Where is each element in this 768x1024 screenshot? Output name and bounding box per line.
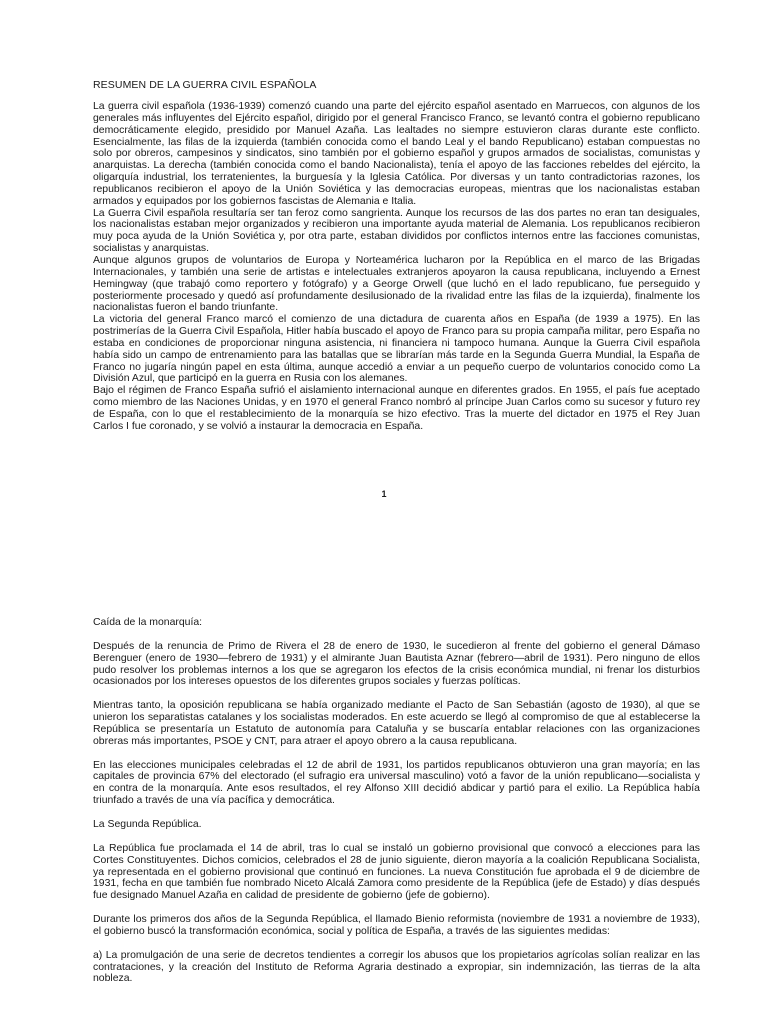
- document-title: RESUMEN DE LA GUERRA CIVIL ESPAÑOLA: [93, 79, 317, 91]
- paragraph: La guerra civil española (1936-1939) comenzó cuando una parte del ejército español asentado en Marruecos, con algunos de los generales más influyentes del Ejército español, dirigido por el general Francisco Franco, se levantó contra el gobierno republicano democráticamente elegido, presidido por Manuel Azaña. Las lealtades no siempre estuvieron claras durante este conflicto. Esencialmente, las filas de la izquierda (también conocida como el bando Leal y el bando Republicano) estaban compuestas no solo por obreros, campesinos y sindicatos, sino también por el gobierno español y grupos armados de socialistas, comunistas y anarquistas. La derecha (también conocida como el bando Nacionalista), tenía el apoyo de las facciones rebeldes del ejército, la oligarquía industrial, los terratenientes, la burguesía y la Iglesia Católica. Por diversas y un tanto contradictorias razones, los republicanos recibieron el apoyo de la Unión Soviética y las democracias europeas, mientras que los nacionalistas estaban armados y equipados por los gobiernos fascistas de Alemania e Italia.: [93, 101, 700, 207]
- section-heading: Caída de la monarquía:: [93, 617, 203, 628]
- paragraph: La Guerra Civil española resultaría ser tan feroz como sangrienta. Aunque los recursos de las dos partes no eran tan desiguales, los nacionalistas estaban mejor organizados y recibieron una importante ayuda material de Alemania. Los republicanos recibieron muy poca ayuda de la Unión Soviética y, por otra parte, estaban divididos por conflictos internos entre las facciones comunistas, socialistas y anarquistas.: [93, 207, 700, 255]
- section-heading: La Segunda República.: [93, 818, 202, 830]
- page1-body: [93, 101, 700, 433]
- paragraph: Después de la renuncia de Primo de Rivera el 28 de enero de 1930, le sucedieron al frente del gobierno el general Dámaso Berenguer (enero de 1930—febrero de 1931) y el almirante Juan Bautista Aznar (febrero—abril de 1931). Pero ninguno de ellos pudo resolver los problemas internos a los que se agregaron los efectos de la crisis económica mundial, ni frenar los disturbios ocasionados por los intereses opuestos de los diferentes grupos sociales y fuerzas políticas.: [93, 640, 700, 688]
- paragraph: Durante los primeros dos años de la Segunda República, el llamado Bienio reformista (noviembre de 1931 a noviembre de 1933), el gobierno buscó la transformación económica, social y política de España, a través de las siguientes medidas:: [93, 914, 700, 937]
- paragraph: La victoria del general Franco marcó el comienzo de una dictadura de cuarenta años en España (de 1939 a 1975). En las postrimerías de la Guerra Civil Española, Hitler había buscado el apoyo de Franco para su propia campaña militar, pero España no estaba en condiciones de proporcionar ninguna asistencia, ni financiera ni tampoco humana. Aunque la Guerra Civil española había sido un campo de entrenamiento para las batallas que se librarían más tarde en la Segunda Guerra Mundial, la España de Franco no jugaría ningún papel en esta última, aunque accedió a enviar a un pequeño cuerpo de voluntarios conocido como La División Azul, que participó en la guerra en Rusia con los alemanes.: [93, 314, 700, 385]
- page-number: 1: [381, 489, 387, 499]
- paragraph: En las elecciones municipales celebradas el 12 de abril de 1931, los partidos republicanos obtuvieron una gran mayoría; en las capitales de provincia 67% del electorado (el sufragio era universal masculino) votó a favor de la unión republicano—socialista y en contra de la monarquía. Ante esos resultados, el rey Alfonso XIII decidió abdicar y partió para el exilio. La República había triunfado a través de una vía pacífica y democrática.: [93, 759, 700, 807]
- paragraph: Mientras tanto, la oposición republicana se había organizado mediante el Pacto de San Sebastián (agosto de 1930), al que se unieron los separatistas catalanes y los socialistas moderados. En este acuerdo se llegó al compromiso de que al establecerse la República se presentaría un Estatuto de autonomía para Cataluña y se buscaría entablar relaciones con las organizaciones obreras más importantes, PSOE y CNT, para atraer el apoyo obrero a la causa republicana.: [93, 700, 700, 747]
- page2-body: [93, 617, 700, 997]
- paragraph: Aunque algunos grupos de voluntarios de Europa y Norteamérica lucharon por la República en el marco de las Brigadas Internacionales, y también una serie de artistas e intelectuales extranjeros apoyaron la causa republicana, incluyendo a Ernest Hemingway (que trabajó como reportero y fotógrafo) y a George Orwell (que luchó en el lado republicano, fue perseguido y posteriormente procesado y quedó así profundamente desilusionado de la rivalidad entre las filas de la izquierda), finalmente los nacionalistas fueron el bando triunfante.: [93, 254, 700, 314]
- paragraph: La República fue proclamada el 14 de abril, tras lo cual se instaló un gobierno provisional que convocó a elecciones para las Cortes Constituyentes. Dichos comicios, celebrados el 28 de junio siguiente, dieron mayoría a la coalición Republicana Socialista, ya representada en el gobierno provisional que continuó en funciones. La nueva Constitución fue aprobada el 9 de diciembre de 1931, fecha en que también fue nombrado Niceto Alcalá Zamora como presidente de la República (jefe de Estado) y días después fue designado Manuel Azaña en calidad de presidente de gobierno (jefe de gobierno).: [93, 842, 700, 902]
- paragraph: Bajo el régimen de Franco España sufrió el aislamiento internacional aunque en diferentes grados. En 1955, el país fue aceptado como miembro de las Naciones Unidas, y en 1970 el general Franco nombró al príncipe Juan Carlos como su sucesor y futuro rey de España, con lo que el restablecimiento de la monarquía se hizo efectivo. Tras la muerte del dictador en 1975 el Rey Juan Carlos I fue coronado, y se volvió a instaurar la democracia en España.: [93, 385, 700, 432]
- paragraph: a) La promulgación de una serie de decretos tendientes a corregir los abusos que los propietarios agrícolas solían realizar en las contrataciones, y la creación del Instituto de Reforma Agraria destinado a expropiar, sin indemnización, las tierras de la alta nobleza.: [93, 949, 700, 985]
